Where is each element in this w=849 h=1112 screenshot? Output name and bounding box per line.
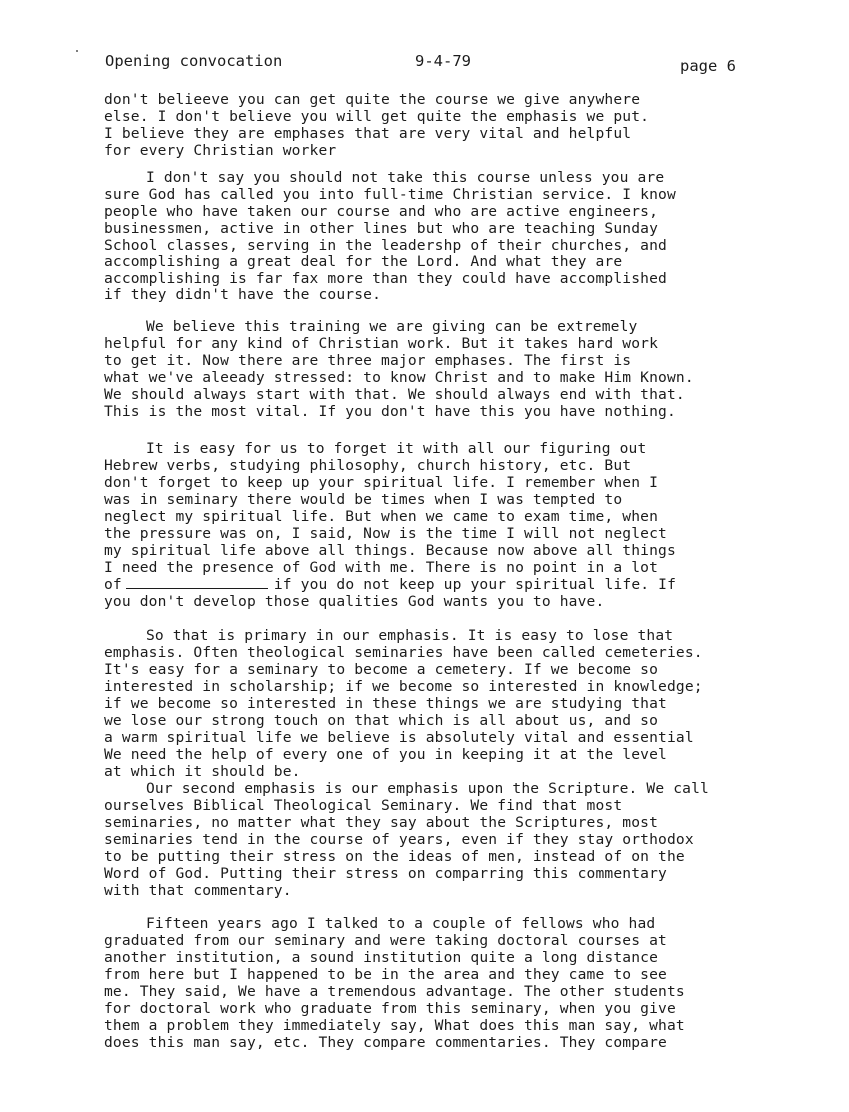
text-line: We need the help of every one of you in keeping it at the level: [104, 746, 667, 763]
paper-speck: [76, 50, 78, 52]
text-line: I need the presence of God with me. There is no point in a lot: [104, 559, 659, 576]
text-line: Word of God. Putting their stress on comparring this commentary: [104, 865, 667, 882]
text-line: It is easy for us to forget it with all our figuring out: [146, 440, 647, 457]
text-line: to be putting their stress on the ideas of men, instead of on the: [104, 848, 685, 865]
blank-line-end: if you do not keep up your spiritual life. If: [273, 576, 677, 593]
text-line: for doctoral work who graduate from this seminary, when you give: [104, 1000, 676, 1017]
text-line: else. I don't believe you will get quite the emphasis we put.: [104, 108, 650, 125]
text-line: This is the most vital. If you don't have this you have nothing.: [104, 403, 676, 420]
text-line: accomplishing a great deal for the Lord. And what they are: [104, 253, 623, 270]
header-title: Opening convocation: [105, 52, 283, 70]
text-line: another institution, a sound institution quite a long distance: [104, 949, 659, 966]
text-line: at which it should be.: [104, 763, 301, 780]
text-line: interested in scholarship; if we become so interested in knowledge;: [104, 678, 703, 695]
text-line: if we become so interested in these things we are studying that: [104, 695, 667, 712]
text-line: them a problem they immediately say, What does this man say, what: [104, 1017, 685, 1034]
text-line: It's easy for a seminary to become a cemetery. If we become so: [104, 661, 659, 678]
text-line: does this man say, etc. They compare commentaries. They compare: [104, 1034, 667, 1051]
text-line: We believe this training we are giving can be extremely: [146, 318, 638, 335]
text-line: helpful for any kind of Christian work. But it takes hard work: [104, 335, 659, 352]
text-line: emphasis. Often theological seminaries have been called cemeteries.: [104, 644, 703, 661]
text-line: don't forget to keep up your spiritual life. I remember when I: [104, 474, 659, 491]
text-line: We should always start with that. We should always end with that.: [104, 386, 685, 403]
header-page-number: page 6: [680, 57, 736, 75]
text-line: we lose our strong touch on that which is all about us, and so: [104, 712, 659, 729]
text-line: I believe they are emphases that are very vital and helpful: [104, 125, 632, 142]
text-line: if they didn't have the course.: [104, 286, 382, 303]
text-line: for every Christian worker: [104, 142, 337, 159]
text-line: So that is primary in our emphasis. It is easy to lose that: [146, 627, 674, 644]
text-line: me. They said, We have a tremendous advantage. The other students: [104, 983, 685, 1000]
text-line: a warm spiritual life we believe is absolutely vital and essential: [104, 729, 694, 746]
text-line: ourselves Biblical Theological Seminary. We find that most: [104, 797, 623, 814]
text-line: don't belieeve you can get quite the course we give anywhere: [104, 91, 641, 108]
text-line: seminaries tend in the course of years, even if they stay orthodox: [104, 831, 694, 848]
fill-in-blank: [126, 576, 268, 589]
text-line: people who have taken our course and who are active engineers,: [104, 203, 659, 220]
blank-line-start: of: [104, 576, 122, 593]
text-line: Fifteen years ago I talked to a couple of fellows who had: [146, 915, 656, 932]
text-line: accomplishing is far fax more than they could have accomplished: [104, 270, 667, 287]
header-date: 9-4-79: [415, 52, 471, 70]
text-line: graduated from our seminary and were taking doctoral courses at: [104, 932, 667, 949]
text-line: to get it. Now there are three major emphases. The first is: [104, 352, 632, 369]
text-line: with that commentary.: [104, 882, 292, 899]
text-line: businessmen, active in other lines but who are teaching Sunday: [104, 220, 659, 237]
text-line: my spiritual life above all things. Because now above all things: [104, 542, 676, 559]
text-line: Hebrew verbs, studying philosophy, church history, etc. But: [104, 457, 632, 474]
text-line: sure God has called you into full-time Christian service. I know: [104, 186, 676, 203]
text-line: you don't develop those qualities God wants you to have.: [104, 593, 605, 610]
text-line: I don't say you should not take this course unless you are: [146, 169, 665, 186]
text-line: what we've aleeady stressed: to know Christ and to make Him Known.: [104, 369, 694, 386]
text-line: seminaries, no matter what they say about the Scriptures, most: [104, 814, 659, 831]
text-line: School classes, serving in the leadershp of their churches, and: [104, 237, 667, 254]
text-line: was in seminary there would be times when I was tempted to: [104, 491, 623, 508]
text-line-with-blank: [104, 576, 676, 593]
text-line: Our second emphasis is our emphasis upon the Scripture. We call: [146, 780, 709, 797]
text-line: neglect my spiritual life. But when we came to exam time, when: [104, 508, 659, 525]
text-line: the pressure was on, I said, Now is the time I will not neglect: [104, 525, 667, 542]
page-header: [105, 52, 789, 74]
text-line: from here but I happened to be in the area and they came to see: [104, 966, 667, 983]
